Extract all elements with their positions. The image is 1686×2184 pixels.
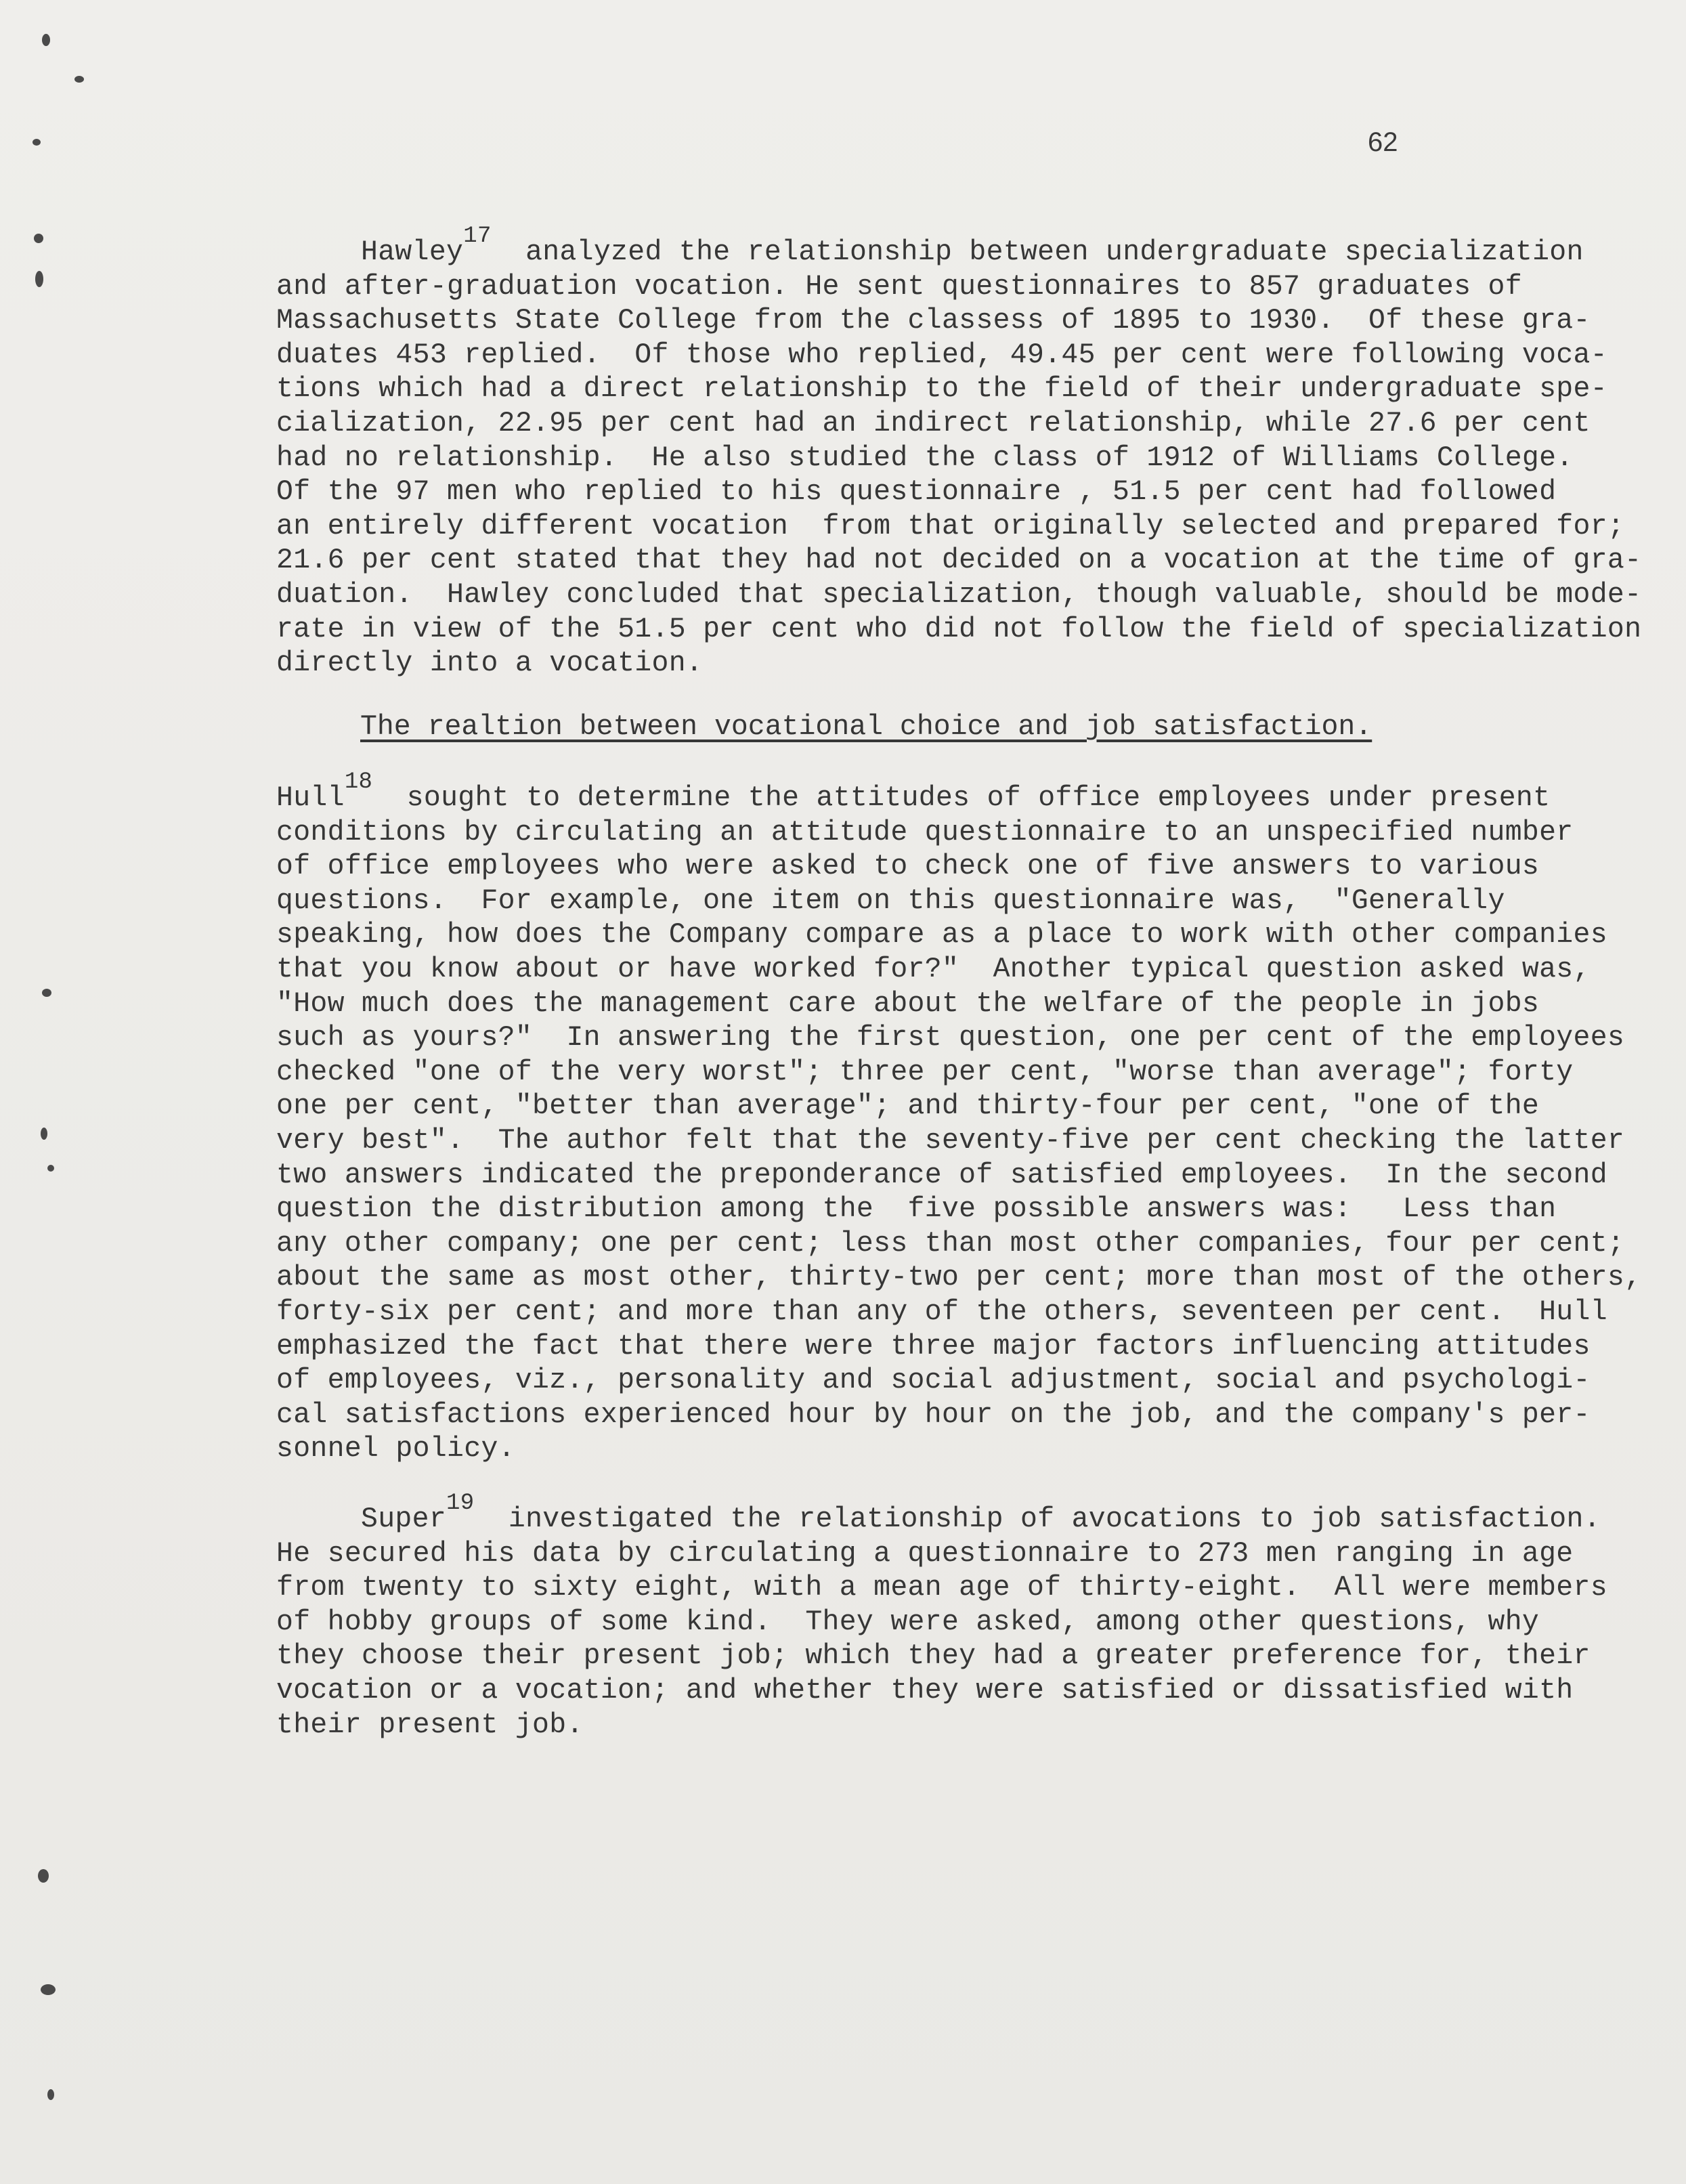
text-line: cialization, 22.95 per cent had an indirect relationship, while 27.6 per cent xyxy=(276,407,1591,440)
section-heading: The realtion between vocational choice and job satisfaction. xyxy=(360,711,1372,743)
text-line: Massachusetts State College from the classess of 1895 to 1930. Of these gra- xyxy=(276,305,1591,337)
author-name: Super xyxy=(361,1503,447,1535)
scan-mark xyxy=(33,139,41,146)
text-line xyxy=(276,1491,1637,1537)
text-line: and after-graduation vocation. He sent questionnaires to 857 graduates of xyxy=(276,270,1522,303)
text-line: rate in view of the 51.5 per cent who did not follow the field of specialization xyxy=(276,613,1642,645)
text-line: such as yours?" In answering the first question, one per cent of the employees xyxy=(276,1022,1625,1054)
text-line: tions which had a direct relationship to the field of their undergraduate spe- xyxy=(276,373,1607,406)
scan-mark xyxy=(34,234,43,243)
scan-mark xyxy=(41,1128,47,1140)
text-line: two answers indicated the preponderance of satisfied employees. In the second xyxy=(276,1159,1607,1191)
text-line: they choose their present job; which they had a greater preference for, their xyxy=(276,1640,1591,1673)
text-line: duation. Hawley concluded that specialization, though valuable, should be mode- xyxy=(276,578,1642,611)
text-line: cal satisfactions experienced hour by hour on the job, and the company's per- xyxy=(276,1398,1591,1431)
text-line: directly into a vocation. xyxy=(276,647,704,680)
text-line: checked "one of the very worst"; three per cent, "worse than average"; forty xyxy=(276,1056,1574,1088)
text-line: He secured his data by circulating a questionnaire to 273 men ranging in age xyxy=(276,1537,1574,1570)
scan-mark xyxy=(42,989,51,997)
page-number: 62 xyxy=(1368,127,1398,157)
scan-mark xyxy=(47,2089,54,2100)
text-line: one per cent, "better than average"; and thirty-four per cent, "one of the xyxy=(276,1090,1540,1123)
text-line: their present job. xyxy=(276,1709,584,1741)
text-line: an entirely different vocation from that originally selected and prepared for; xyxy=(276,510,1625,542)
scan-mark xyxy=(41,1984,56,1995)
text-line: that you know about or have worked for?" Another typical question asked was, xyxy=(276,953,1591,985)
text-line: questions. For example, one item on this questionnaire was, "Generally xyxy=(276,884,1505,917)
author-name: Hawley xyxy=(361,236,464,268)
scan-mark xyxy=(42,34,50,46)
text-line: conditions by circulating an attitude questionnaire to an unspecified number xyxy=(276,816,1574,849)
footnote-marker: 18 xyxy=(344,769,373,795)
text-line: any other company; one per cent; less than most other companies, four per cent; xyxy=(276,1227,1625,1260)
line-text: investigated the relationship of avocations to job satisfaction. xyxy=(474,1503,1601,1535)
line-text: analyzed the relationship between undergraduate specialization xyxy=(491,236,1584,268)
footnote-marker: 19 xyxy=(446,1491,475,1516)
text-line: of office employees who were asked to check one of five answers to various xyxy=(276,851,1540,883)
text-line: from twenty to sixty eight, with a mean age of thirty-eight. All were members xyxy=(276,1572,1607,1604)
scan-mark xyxy=(74,76,84,83)
paragraph-super xyxy=(276,1491,1637,1742)
text-line: Of the 97 men who replied to his questionnaire , 51.5 per cent had followed xyxy=(276,476,1557,509)
paragraph-hull xyxy=(276,769,1642,1467)
text-line xyxy=(276,223,1637,270)
scan-mark xyxy=(47,1165,54,1172)
text-line: "How much does the management care about the welfare of the people in jobs xyxy=(276,987,1540,1020)
paragraph-hawley-body xyxy=(276,223,1642,681)
text-line xyxy=(276,769,1637,816)
line-text: sought to determine the attitudes of office employees under present xyxy=(372,782,1551,814)
text-line: had no relationship. He also studied the class of 1912 of Williams College. xyxy=(276,442,1574,474)
text-line: duates 453 replied. Of those who replied, 49.45 per cent were following voca- xyxy=(276,339,1607,371)
text-line: about the same as most other, thirty-two per cent; more than most of the others, xyxy=(276,1262,1642,1294)
text-line: sonnel policy. xyxy=(276,1433,515,1465)
text-line: vocation or a vocation; and whether they were satisfied or dissatisfied with xyxy=(276,1674,1574,1707)
text-line: 21.6 per cent stated that they had not decided on a vocation at the time of gra- xyxy=(276,544,1642,577)
text-line: of hobby groups of some kind. They were asked, among other questions, why xyxy=(276,1606,1540,1638)
text-line: question the distribution among the five possible answers was: Less than xyxy=(276,1193,1557,1226)
text-line: forty-six per cent; and more than any of the others, seventeen per cent. Hull xyxy=(276,1296,1607,1328)
scan-mark xyxy=(35,271,43,287)
footnote-marker: 17 xyxy=(463,223,492,249)
text-line: very best". The author felt that the seventy-five per cent checking the latter xyxy=(276,1124,1625,1157)
scan-mark xyxy=(38,1869,49,1883)
text-line: speaking, how does the Company compare as a place to work with other companies xyxy=(276,919,1607,951)
text-line: of employees, viz., personality and social adjustment, social and psychologi- xyxy=(276,1365,1591,1397)
text-line: emphasized the fact that there were three major factors influencing attitudes xyxy=(276,1330,1591,1363)
author-name: Hull xyxy=(276,782,345,814)
